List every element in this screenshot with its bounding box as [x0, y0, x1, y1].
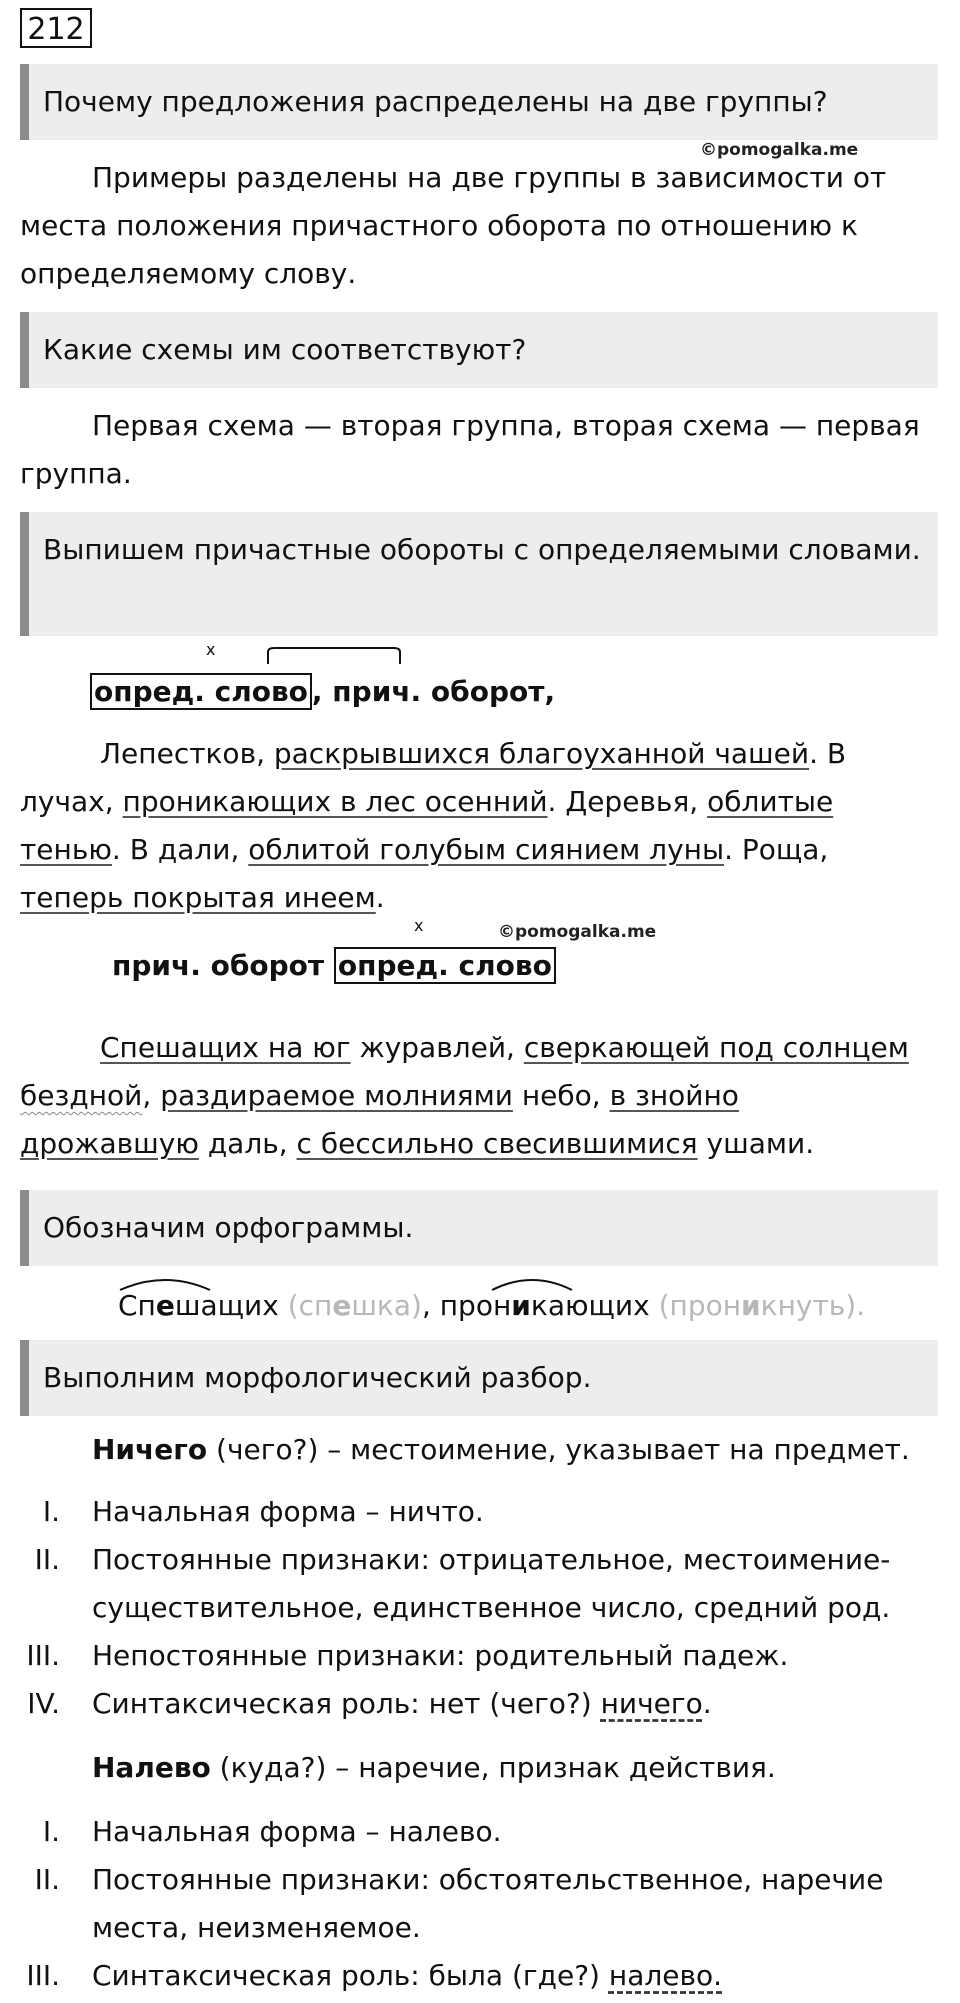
check-word: (сп [287, 1289, 333, 1322]
syntax-word: налево. [608, 1959, 723, 1992]
text-segment: . В [809, 737, 847, 770]
group2-line2 [20, 1072, 940, 1120]
text-segment: прон [439, 1289, 512, 1322]
check-word: шка) [351, 1289, 422, 1322]
participle-phrase: облитой голубым сиянием луны [248, 833, 725, 866]
defined-word: бездной [20, 1079, 143, 1112]
text-segment: кающих [530, 1289, 659, 1322]
roman-2: II. [34, 1543, 60, 1576]
roman-4: IV. [27, 1687, 60, 1720]
group1-line3 [20, 826, 940, 874]
participle-phrase: раскрывшихся благоуханной чашей [273, 737, 810, 770]
participle-phrase: в знойно [609, 1079, 739, 1112]
orthogram-letter: е [155, 1289, 175, 1322]
text-segment: Лепестков, [100, 737, 274, 770]
watermark: ©pomogalka.me [700, 140, 859, 160]
text-segment: журавлей, [350, 1031, 524, 1064]
scheme2-word: опред. слово [334, 947, 556, 984]
scheme1-x-mark: x [206, 640, 216, 659]
text-segment: , [421, 1289, 440, 1322]
participle-phrase: тенью [20, 833, 112, 866]
roman-3b: III. [26, 1959, 60, 1992]
morph2-item-1: Начальная форма – налево. [92, 1815, 502, 1848]
text-segment: Сп [118, 1289, 156, 1322]
text-segment: . Деревья, [547, 785, 708, 818]
group2-line3 [20, 1120, 940, 1168]
question-1: Почему предложения распределены на две группы? [20, 64, 938, 140]
participle-phrase: теперь покрытая инеем [20, 881, 376, 914]
morph2-heading [20, 1744, 940, 1792]
morph2-item-2: Постоянные признаки: обстоятельственное, наречие места, неизменяемое. [92, 1863, 884, 1944]
participle-phrase: сверкающей под солнцем [523, 1031, 909, 1064]
scheme1-bracket-icon [266, 646, 402, 666]
orthogram-letter: и [511, 1289, 531, 1322]
orthogram-letter: и [741, 1289, 761, 1322]
participle-phrase: облитые [707, 785, 834, 818]
task-number: 212 [20, 8, 92, 48]
roman-1: I. [42, 1495, 60, 1528]
group1-text [20, 730, 940, 922]
orthograms [118, 1282, 938, 1330]
scheme2-x-mark: x [414, 916, 424, 935]
text-segment: небо, [512, 1079, 610, 1112]
morph-desc: (чего?) – местоимение, указывает на предмет. [207, 1433, 910, 1466]
morph1-item-4 [92, 1680, 942, 1728]
question-4: Обозначим орфограммы. [20, 1190, 938, 1266]
answer-2: Первая схема — вторая группа, вторая схема — первая группа. [20, 409, 920, 490]
participle-phrase: с бессильно свесившимися [296, 1127, 698, 1160]
participle-phrase: дрожавшую [20, 1127, 199, 1160]
group2-line1 [20, 1024, 940, 1072]
text-segment: , [142, 1079, 161, 1112]
scheme1-word: опред. слово [90, 673, 312, 710]
scheme2-part: прич. оборот [112, 949, 325, 982]
text-segment: Синтаксическая роль: была (где?) [92, 1959, 609, 1992]
answer-1: Примеры разделены на две группы в зависимости от места положения причастного оборота по отношению к определяемому слову. [20, 161, 887, 290]
morph1-item-1: Начальная форма – ничто. [92, 1495, 484, 1528]
text-segment: лучах, [20, 785, 123, 818]
question-2: Какие схемы им соответствуют? [20, 312, 938, 388]
morph1-item-3: Непостоянные признаки: родительный падеж. [92, 1639, 789, 1672]
roman-1b: I. [42, 1815, 60, 1848]
check-word: (прон [658, 1289, 742, 1322]
group1-line1 [20, 730, 940, 778]
text-segment: . [702, 1687, 712, 1720]
text-segment: шащих [174, 1289, 288, 1322]
participle-phrase: раздираемое молниями [160, 1079, 513, 1112]
text-segment: . Роща, [724, 833, 829, 866]
morph-word: Налево [92, 1751, 211, 1784]
syntax-word: ничего [600, 1687, 703, 1720]
text-segment: даль, [198, 1127, 297, 1160]
morph-word: Ничего [92, 1433, 208, 1466]
text-segment: ушами. [697, 1127, 815, 1160]
scheme-1 [90, 672, 555, 712]
orthogram-letter: е [332, 1289, 352, 1322]
morph2-item-3 [92, 1952, 942, 2000]
text-segment: Синтаксическая роль: нет (чего?) [92, 1687, 601, 1720]
morph-desc: (куда?) – наречие, признак действия. [210, 1751, 776, 1784]
participle-phrase: проникающих в лес осенний [122, 785, 548, 818]
text-segment: . В дали, [111, 833, 249, 866]
group1-line4 [20, 874, 940, 922]
question-5: Выполним морфологический разбор. [20, 1340, 938, 1416]
group2-text [20, 1024, 940, 1168]
group1-line2 [20, 778, 940, 826]
participle-phrase: Спешащих на юг [100, 1031, 351, 1064]
morph1-item-2: Постоянные признаки: отрицательное, местоимение-существительное, единственное число, средний род. [92, 1543, 891, 1624]
check-word: кнуть). [760, 1289, 866, 1322]
watermark-2: ©pomogalka.me [498, 922, 657, 942]
question-3: Выпишем причастные обороты с определяемыми словами. [20, 512, 938, 636]
roman-2b: II. [34, 1863, 60, 1896]
morph1-heading [20, 1426, 940, 1474]
roman-3: III. [26, 1639, 60, 1672]
scheme1-rest: , прич. оборот, [311, 675, 556, 708]
scheme-2 [112, 946, 556, 986]
text-segment: . [375, 881, 385, 914]
